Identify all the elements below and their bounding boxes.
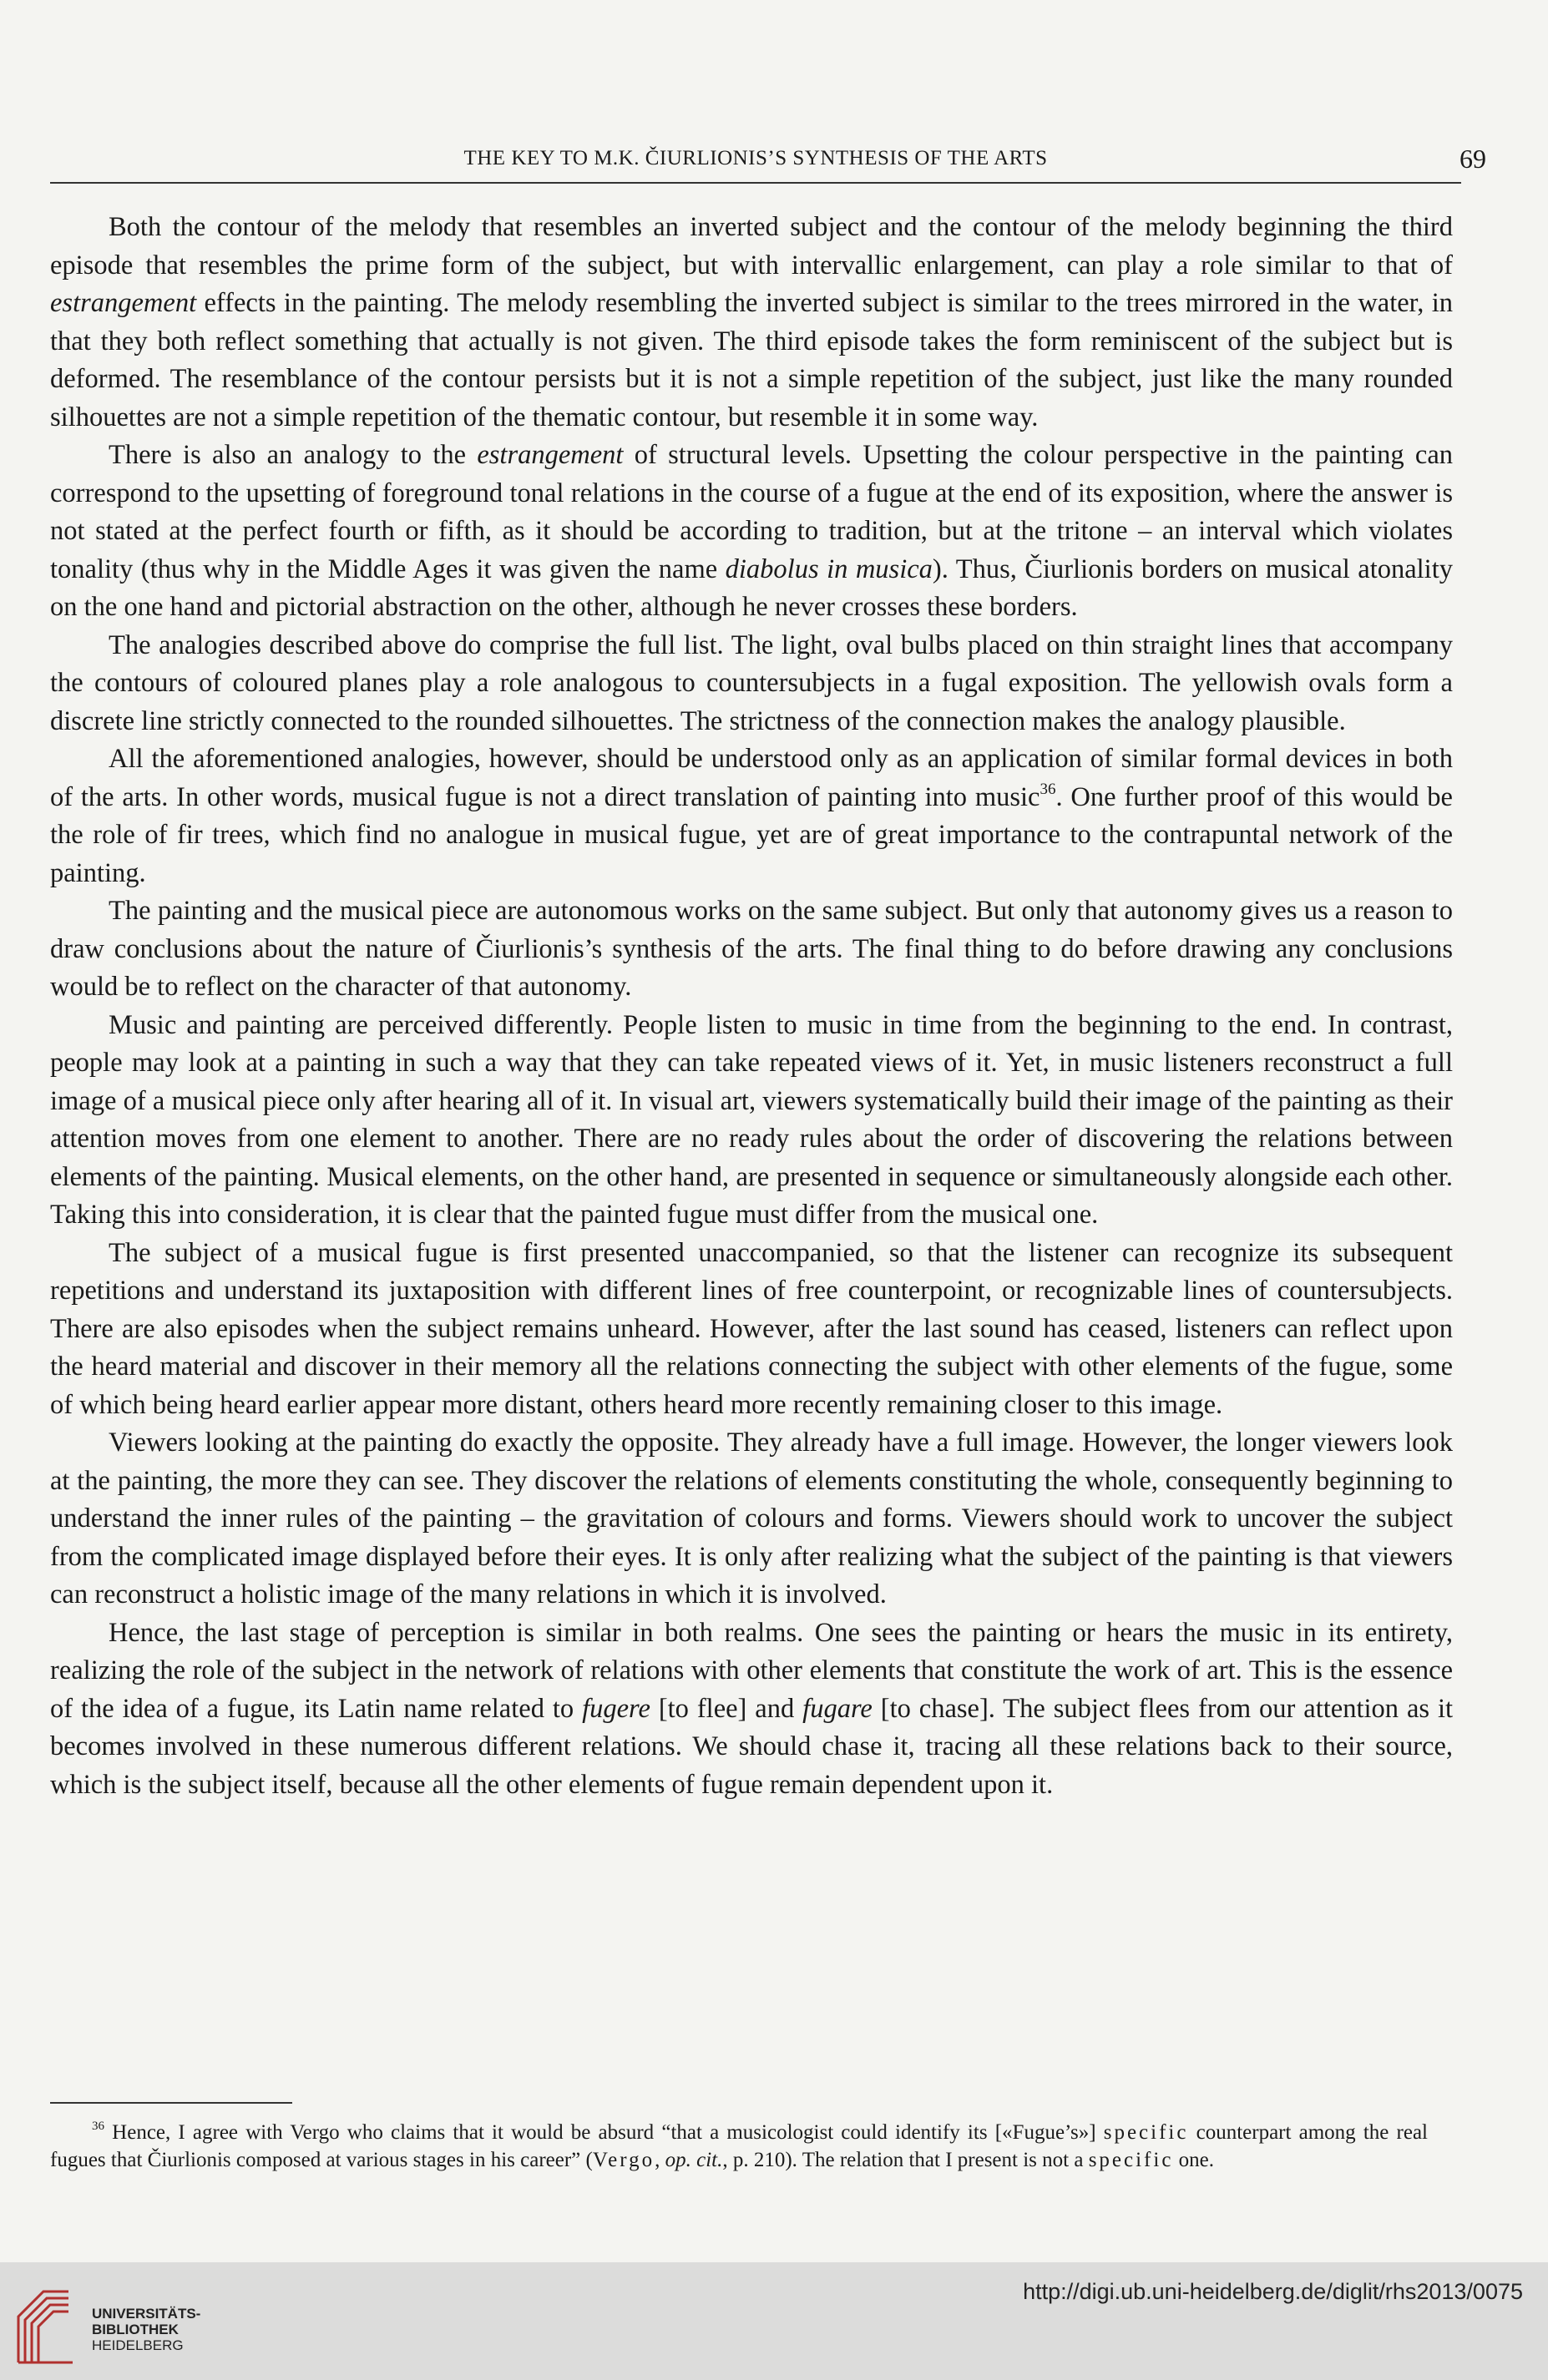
- paragraph-9: Hence, the last stage of perception is similar in both realms. One sees the painting or hears the music in its entirety, realizing the role of the subject in the network of relations with other elements that constitute the work of art. This is the essence of the idea of a fugue, its Latin name related to fugere [to flee] and fugare [to chase]. The subject flees from our attention as it becomes involved in these numerous different relations. We should chase it, tracing all these relations back to their source, which is the subject itself, because all the other elements of fugue remain dependent upon it.: [50, 1617, 1454, 1800]
- italic-term: fugere: [582, 1693, 650, 1724]
- italic-term: estrangement: [477, 440, 624, 470]
- italic-citation: op. cit.: [665, 2149, 723, 2171]
- page-number: 69: [1459, 144, 1486, 174]
- university-library-logo-icon[interactable]: [10, 2279, 94, 2371]
- source-url-link[interactable]: http://digi.ub.uni-heidelberg.de/diglit/rhs2013/0075: [1023, 2279, 1523, 2304]
- body-text: [50, 209, 1453, 1804]
- footnote-36: $^{36}$ Hence, I agree with Vergo who claims that it would be absurd “that a musicologist could identify its [«Fugue’s»] specific counterpart among the real fugues that Čiurlionis composed at various stages in his career” (Vergo, op. cit., p. 210). The relation that I present is not a specific one.: [50, 2119, 1428, 2171]
- paragraph-1: Both the contour of the melody that resembles an inverted subject and the contour of the melody beginning the third episode that resembles the prime form of the subject, but with intervallic enlargement, can play a role similar to that of estrangement effects in the painting. The melody resembling the inverted subject is similar to the trees mirrored in the water, in that they both reflect something that actually is not given. The third episode takes the form reminiscent of the subject but is deformed. The resemblance of the contour persists but it is not a simple repetition of the subject, just like the many rounded silhouettes are not a simple repetition of the thematic contour, but resemble it in some way.: [50, 212, 1453, 432]
- footnote-divider: [50, 2102, 292, 2104]
- italic-term: estrangement: [50, 288, 197, 318]
- paragraph-8: Viewers looking at the painting do exactly the opposite. They already have a full image. However, the longer viewers look at the painting, the more they can see. They discover the relations of elements constituting the whole, consequently beginning to understand the inner rules of the painting – the gravitation of colours and forms. Viewers should work to uncover the subject from the complicated image displayed before their eyes. It is only after realizing what the subject of the painting is that viewers can reconstruct a holistic image of the many relations in which it is involved.: [50, 1427, 1453, 1609]
- spaced-author: Vergo: [592, 2149, 655, 2171]
- italic-term: diabolus in musica: [725, 553, 933, 584]
- paragraph-6: Music and painting are perceived differently. People listen to music in time from the beginning to the end. In contrast, people may look at a painting in such a way that they can take repeated views of it. Yet, in music listeners reconstruct a full image of a musical piece only after hearing all of it. In visual art, viewers systematically build their image of the painting as their attention moves from one element to another. There are no ready rules about the order of discovering the relations between elements of the painting. Musical elements, on the other hand, are presented in sequence or simultaneously alongside each other. Taking this into consideration, it is clear that the painted fugue must differ from the musical one.: [50, 1009, 1453, 1230]
- library-name: UNIVERSITÄTS- BIBLIOTHEK HEIDELBERG: [92, 2306, 201, 2353]
- paragraph-4: All the aforementioned analogies, however, should be understood only as an application of similar formal devices in both of the arts. In other words, musical fugue is not a direct translation of painting into music$^{36}$. One further proof of this would be the role of fir trees, which find no analogue in musical fugue, yet are of great importance to the contrapuntal network of the painting.: [50, 744, 1453, 888]
- italic-term: fugare: [802, 1693, 873, 1724]
- digitization-footer: [0, 2262, 1548, 2380]
- paragraph-3: The analogies described above do comprise the full list. The light, oval bulbs placed on thin straight lines that accompany the contours of coloured planes play a role analogous to countersubjects in a fugal exposition. The yellowish ovals form a discrete line strictly connected to the rounded silhouettes. The strictness of the connection makes the analogy plausible.: [50, 629, 1453, 736]
- running-header: [50, 144, 1486, 184]
- spaced-emphasis: specific: [1088, 2149, 1174, 2171]
- paragraph-7: The subject of a musical fugue is first presented unaccompanied, so that the listener can recognize its subsequent repetitions and understand its juxtaposition with different lines of free counterpoint, or recognizable lines of countersubjects. There are also episodes when the subject remains unheard. However, after the last sound has ceased, listeners can reflect upon the heard material and discover in their memory all the relations connecting the subject with other elements of the fugue, some of which being heard earlier appear more distant, others heard more recently remaining closer to this image.: [50, 1237, 1453, 1420]
- running-title: THE KEY TO M.K. ČIURLIONIS’S SYNTHESIS OF THE ARTS: [463, 147, 1048, 169]
- footnote-number: 36: [92, 2119, 104, 2133]
- paragraph-5: The painting and the musical piece are autonomous works on the same subject. But only that autonomy gives us a reason to draw conclusions about the nature of Čiurlionis’s synthesis of the arts. The final thing to do before drawing any conclusions would be to reflect on the character of that autonomy.: [50, 896, 1453, 1002]
- spaced-emphasis: specific: [1103, 2121, 1189, 2144]
- footnote-reference[interactable]: 36: [1040, 780, 1056, 798]
- paragraph-2: There is also an analogy to the estrangement of structural levels. Upsetting the colour perspective in the painting can correspond to the upsetting of foreground tonal relations in the course of a fugue at the end of its exposition, where the answer is not stated at the perfect fourth or fifth, as it should be according to tradition, but at the tritone – an interval which violates tonality (thus why in the Middle Ages it was given the name diabolus in musica). Thus, Čiurlionis borders on musical atonality on the one hand and pictorial abstraction on the other, although he never crosses these borders.: [50, 440, 1454, 622]
